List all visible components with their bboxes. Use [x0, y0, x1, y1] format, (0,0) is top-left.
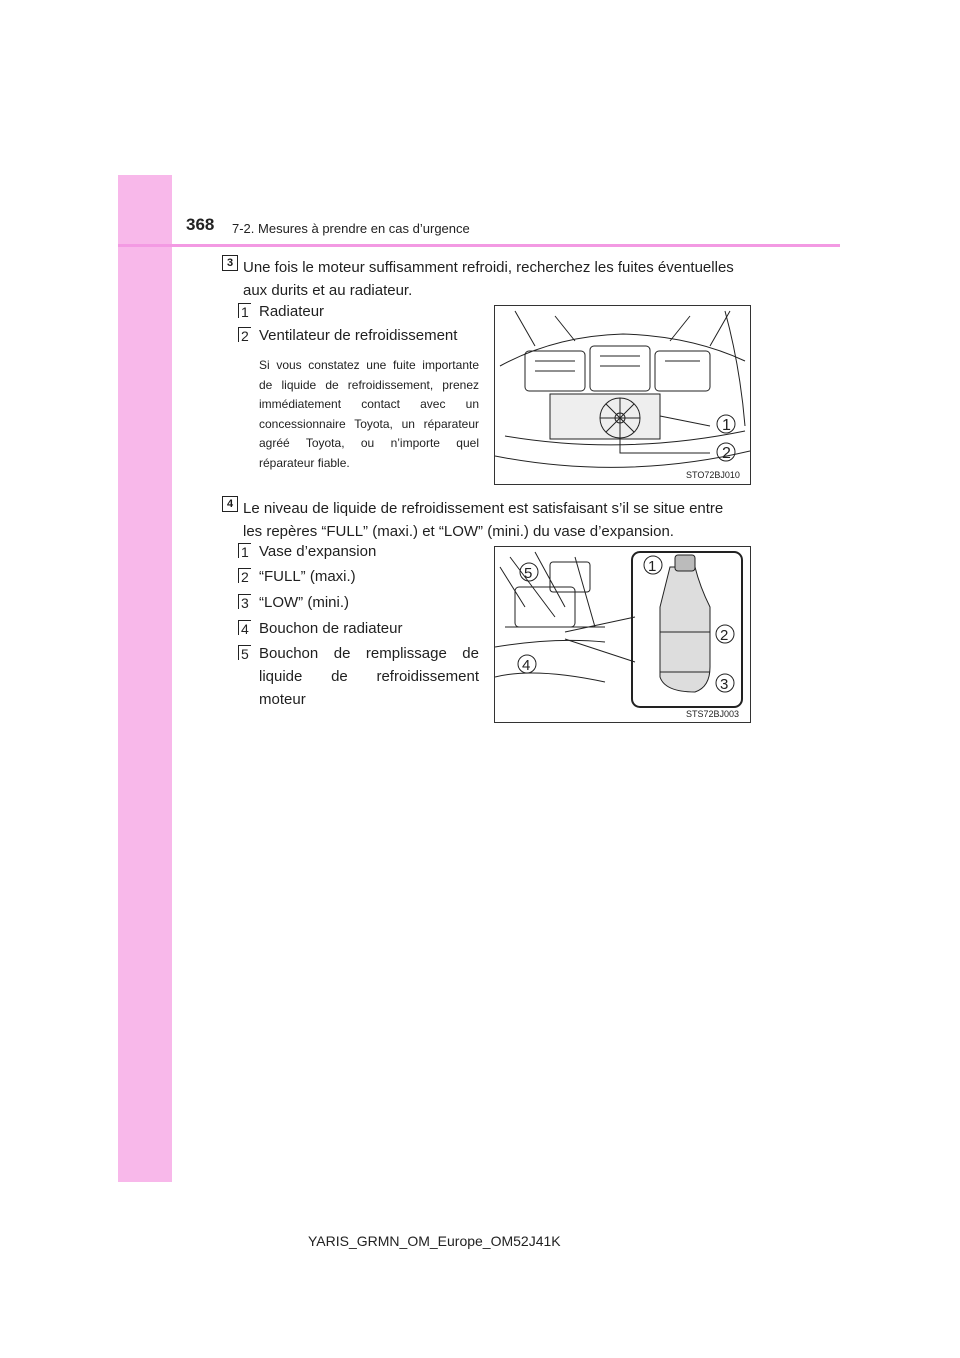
step-3-text-line2: aux durits et au radiateur.	[243, 282, 413, 299]
header-rule	[118, 244, 840, 247]
step-4-text-line1: Le niveau de liquide de refroidissement est satisfaisant s’il se situe entre	[243, 500, 724, 517]
item-number-1-icon: 1	[238, 543, 252, 559]
callout-1: 1	[722, 417, 731, 434]
item-number-2-icon: 2	[238, 327, 252, 343]
step-3-marker: 3	[222, 255, 238, 271]
figure-engine-radiator	[494, 305, 751, 485]
chapter-sidebar-tab	[118, 175, 172, 1182]
item-full: “FULL” (maxi.)	[259, 568, 356, 585]
step-4-text-line2: les repères “FULL” (maxi.) et “LOW” (mini.) du vase d’expansion.	[243, 523, 674, 540]
callout-2: 2	[722, 445, 731, 462]
item-vase-expansion: Vase d’expansion	[259, 543, 377, 560]
figure-code: STO72BJ010	[686, 470, 740, 480]
step-3-text-line1: Une fois le moteur suffisamment refroidi, recherchez les fuites éventuelles	[243, 259, 734, 276]
callout-4: 4	[522, 657, 531, 674]
document-footer: YARIS_GRMN_OM_Europe_OM52J41K	[308, 1233, 561, 1249]
item-number-3-icon: 3	[238, 594, 252, 610]
item-number-2-icon: 2	[238, 568, 252, 584]
item-low: “LOW” (mini.)	[259, 594, 349, 611]
callout-5: 5	[524, 565, 533, 582]
expansion-tank-illustration	[495, 547, 750, 722]
leak-note: Si vous constatez une fuite importante de liquide de refroidissement, prenez immédiatement contact avec un concessionnaire Toyota, un réparateur agréé Toyota, ou n’importe quel réparateur fiable.	[259, 358, 479, 470]
callout-2: 2	[720, 627, 729, 644]
item-bouchon-remplissage-line1: Bouchon de remplissage de	[259, 645, 479, 662]
step-4-marker: 4	[222, 496, 238, 512]
page-number: 368	[186, 215, 215, 234]
item-number-5-icon: 5	[238, 645, 252, 661]
item-radiateur: Radiateur	[259, 303, 325, 320]
figure-code: STS72BJ003	[686, 709, 740, 719]
item-bouchon-radiateur: Bouchon de radiateur	[259, 620, 403, 637]
figure-expansion-tank	[494, 546, 751, 723]
callout-1: 1	[648, 558, 657, 575]
item-bouchon-remplissage-line2: liquide de refroidissement	[259, 668, 479, 685]
section-title: 7-2. Mesures à prendre en cas d’urgence	[232, 221, 470, 236]
item-bouchon-remplissage-line3: moteur	[259, 691, 306, 708]
engine-bay-illustration	[495, 306, 750, 484]
item-number-1-icon: 1	[238, 303, 252, 319]
callout-3: 3	[720, 676, 729, 693]
item-ventilateur: Ventilateur de refroidissement	[259, 327, 458, 344]
item-number-4-icon: 4	[238, 620, 252, 636]
